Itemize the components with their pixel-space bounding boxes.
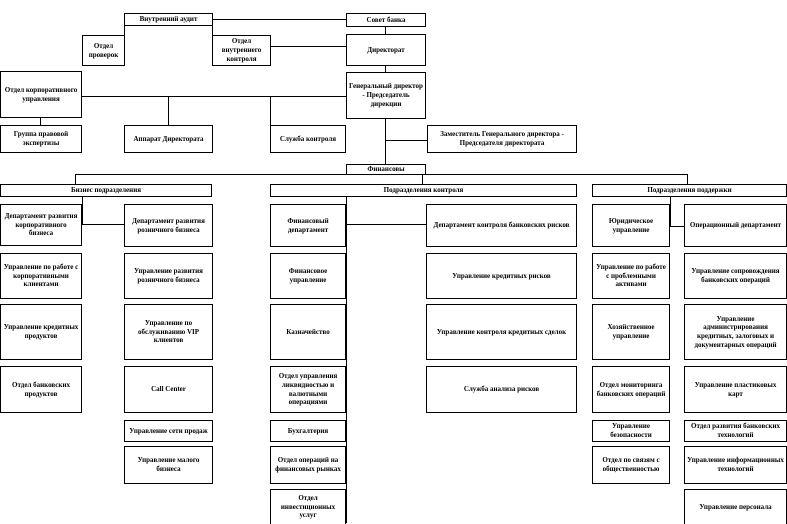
plastic-cards-department: Управление пластиковых карт <box>684 366 787 413</box>
business-division-header: Бизнес подразделения <box>0 184 212 197</box>
connector-line <box>270 46 346 47</box>
economic-department: Хозяйственное управление <box>592 304 670 360</box>
hr-department: Управление персонала <box>684 489 787 524</box>
connector-line <box>82 96 346 97</box>
small-business-department: Управление малого бизнеса <box>124 446 213 484</box>
connector-line <box>422 174 423 184</box>
connector-line <box>385 26 386 34</box>
security-department: Управление безопасности <box>592 420 670 442</box>
internal-audit-box: Внутренний аудит <box>124 13 213 26</box>
vip-clients-department: Управление по обслуживанию VIP клиентов <box>124 304 213 360</box>
connector-line <box>687 174 688 184</box>
control-division-header: Подразделения контроля <box>270 184 577 197</box>
financial-markets-ops-dept: Отдел операций на финансовых рынках <box>270 446 346 484</box>
banking-products-dept: Отдел банковских продуктов <box>0 366 82 413</box>
connector-line <box>385 119 386 164</box>
corporate-business-development-dept: Департамент развития корпоративного бизнеса <box>0 204 82 246</box>
banking-ops-support-department: Управление сопровождения банковских операций <box>684 253 787 299</box>
problem-assets-department: Управление по работе с проблемными активами <box>592 253 670 299</box>
corporate-clients-department: Управление по работе с корпоративными клиентами <box>0 253 82 299</box>
connector-line <box>124 26 125 35</box>
operational-department: Операционный департамент <box>684 204 787 247</box>
connector-line <box>40 118 41 125</box>
connector-line <box>670 197 671 227</box>
support-division-header: Подразделения поддержки <box>592 184 787 197</box>
financial-department: Финансовый департамент <box>270 204 346 247</box>
connector-line <box>212 19 346 20</box>
banking-technologies-dept: Отдел развития банковских технологий <box>684 420 787 442</box>
connector-line <box>212 26 213 35</box>
public-relations-dept: Отдел по связям с общественностью <box>592 446 670 484</box>
connector-line <box>346 197 347 523</box>
connector-line <box>670 226 684 227</box>
bank-council-box: Совет банка <box>346 13 426 27</box>
connector-line <box>82 197 83 224</box>
finance-department: Финансовое управление <box>270 253 346 299</box>
directorate-box: Директорат <box>346 34 426 66</box>
internal-control-dept-box: Отдел внутреннего контроля <box>212 35 271 66</box>
call-center: Call Center <box>124 366 213 413</box>
connector-line <box>346 224 426 225</box>
investment-services-dept: Отдел инвестиционных услуг <box>270 489 346 524</box>
connector-line <box>270 96 271 125</box>
control-service-box: Служба контроля <box>270 125 346 153</box>
general-director-box: Генеральный директор - Председатель дирекции <box>346 72 426 119</box>
inspection-dept-box: Отдел проверок <box>82 35 125 66</box>
retail-development-department: Управление развития розничного бизнеса <box>124 253 213 299</box>
connector-line <box>168 96 169 125</box>
liquidity-currency-ops-dept: Отдел управления ликвидностью и валютными операциями <box>270 366 346 413</box>
corp-mgmt-dept-box: Отдел корпоративного управления <box>0 71 82 118</box>
sales-network-department: Управление сети продаж <box>124 420 213 442</box>
connector-line <box>385 65 386 72</box>
accounting: Бухгалтерия <box>270 420 346 442</box>
banking-ops-monitoring-dept: Отдел мониторинга банковских операций <box>592 366 670 413</box>
credit-products-department: Управление кредитных продуктов <box>0 304 82 360</box>
connector-line <box>75 174 76 184</box>
banking-risk-control-dept: Департамент контроля банковских рисков <box>426 204 577 247</box>
directorate-staff-box: Аппарат Директората <box>124 125 213 153</box>
treasury: Казначейство <box>270 304 346 360</box>
deputy-general-director-box: Заместитель Генерального директора - Председателя директората <box>427 125 577 153</box>
connector-line <box>385 140 427 141</box>
retail-business-development-dept: Департамент развития розничного бизнеса <box>124 204 213 247</box>
credit-risk-department: Управление кредитных рисков <box>426 253 577 299</box>
legal-group-box: Группа правовой экспертизы <box>0 125 82 153</box>
finance-label-box: Финансовы <box>346 164 426 175</box>
credit-collateral-admin-department: Управление администрирования кредитных, залоговых и документарных операций <box>684 304 787 360</box>
risk-analysis-service: Служба анализа рисков <box>426 366 577 413</box>
it-department: Управление информационных технологий <box>684 446 787 484</box>
credit-transactions-control-dept: Управление контроля кредитных сделок <box>426 304 577 360</box>
legal-department: Юридическое управление <box>592 204 670 247</box>
connector-line <box>82 224 124 225</box>
